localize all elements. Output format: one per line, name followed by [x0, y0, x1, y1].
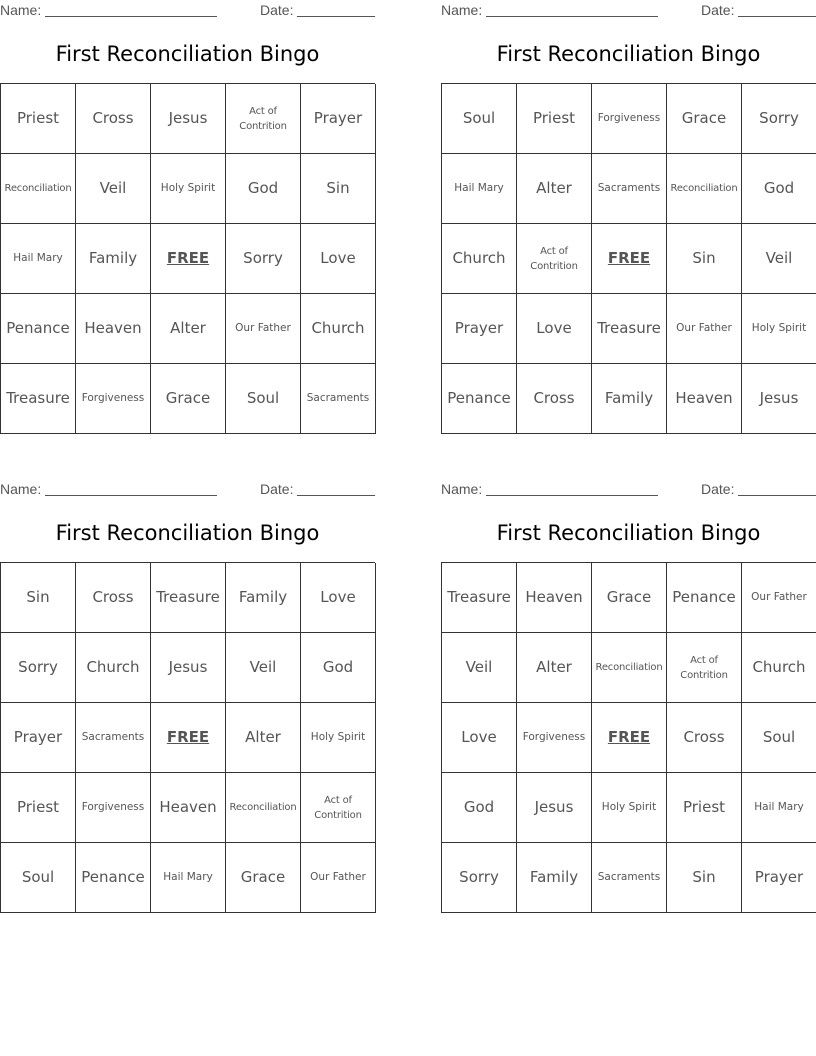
- bingo-cell: Priest: [667, 773, 742, 843]
- bingo-cell: Family: [592, 364, 667, 434]
- bingo-cell: Holy Spirit: [301, 703, 376, 773]
- bingo-cell: Penance: [667, 563, 742, 633]
- bingo-cell: Sin: [301, 154, 376, 224]
- bingo-cell: Jesus: [742, 364, 816, 434]
- bingo-cell: Sorry: [742, 84, 816, 154]
- bingo-cell: Sin: [667, 224, 742, 294]
- bingo-cell: God: [742, 154, 816, 224]
- date-blank-line: [297, 495, 375, 496]
- bingo-cell: Forgiveness: [592, 84, 667, 154]
- bingo-cell: Act of Contrition: [301, 773, 376, 843]
- date-blank-line: [738, 16, 816, 17]
- bingo-cell: Act of Contrition: [517, 224, 592, 294]
- bingo-cell: Grace: [592, 563, 667, 633]
- bingo-cell: Cross: [667, 703, 742, 773]
- bingo-cell: Church: [301, 294, 376, 364]
- name-blank-line: [45, 495, 217, 496]
- bingo-cell: Sorry: [1, 633, 76, 703]
- bingo-cell: Grace: [667, 84, 742, 154]
- bingo-cell: Holy Spirit: [151, 154, 226, 224]
- bingo-cell: Alter: [517, 633, 592, 703]
- card-title: First Reconciliation Bingo: [55, 42, 320, 66]
- bingo-cell: Forgiveness: [76, 773, 151, 843]
- name-label: Name:: [0, 481, 42, 497]
- bingo-cell: Act of Contrition: [667, 633, 742, 703]
- bingo-cell: Alter: [151, 294, 226, 364]
- bingo-grid: [441, 83, 816, 434]
- bingo-cell: God: [226, 154, 301, 224]
- bingo-cell: Alter: [517, 154, 592, 224]
- bingo-cell: Jesus: [151, 633, 226, 703]
- bingo-cell: Heaven: [517, 563, 592, 633]
- name-label: Name:: [441, 481, 483, 497]
- bingo-cell: Treasure: [151, 563, 226, 633]
- bingo-cell: Cross: [76, 84, 151, 154]
- bingo-cell: Our Father: [226, 294, 301, 364]
- card-header: [0, 479, 375, 499]
- bingo-cell: Penance: [442, 364, 517, 434]
- bingo-grid: [441, 562, 816, 913]
- date-label: Date:: [701, 2, 735, 18]
- bingo-cell: Our Father: [667, 294, 742, 364]
- card-title: First Reconciliation Bingo: [496, 42, 761, 66]
- bingo-cell: Soul: [742, 703, 816, 773]
- date-blank-line: [738, 495, 816, 496]
- bingo-cell: Prayer: [1, 703, 76, 773]
- bingo-cell: Priest: [1, 773, 76, 843]
- free-space-cell: FREE: [592, 224, 667, 294]
- bingo-cell: Veil: [442, 633, 517, 703]
- bingo-cell: Alter: [226, 703, 301, 773]
- bingo-cell: Heaven: [151, 773, 226, 843]
- bingo-cell: Jesus: [151, 84, 226, 154]
- bingo-cell: Treasure: [442, 563, 517, 633]
- bingo-cell: Hail Mary: [1, 224, 76, 294]
- card-header: [441, 0, 816, 20]
- bingo-card-4: [441, 479, 816, 886]
- bingo-cell: Priest: [1, 84, 76, 154]
- bingo-cell: Priest: [517, 84, 592, 154]
- bingo-cell: Prayer: [442, 294, 517, 364]
- bingo-cell: Our Father: [301, 843, 376, 913]
- free-space-cell: FREE: [592, 703, 667, 773]
- bingo-cell: Love: [301, 224, 376, 294]
- bingo-cell: Reconciliation: [667, 154, 742, 224]
- bingo-cell: Treasure: [1, 364, 76, 434]
- bingo-grid: [0, 562, 375, 913]
- bingo-cell: Penance: [76, 843, 151, 913]
- name-blank-line: [486, 495, 658, 496]
- bingo-cell: Prayer: [742, 843, 816, 913]
- bingo-cell: Cross: [517, 364, 592, 434]
- card-title: First Reconciliation Bingo: [55, 521, 320, 545]
- date-label: Date:: [260, 2, 294, 18]
- bingo-cell: Sacraments: [76, 703, 151, 773]
- bingo-cell: Sacraments: [301, 364, 376, 434]
- bingo-cell: God: [442, 773, 517, 843]
- bingo-cell: Church: [742, 633, 816, 703]
- bingo-cell: Sorry: [226, 224, 301, 294]
- bingo-cell: Sacraments: [592, 843, 667, 913]
- free-space-cell: FREE: [151, 703, 226, 773]
- bingo-cell: Sin: [1, 563, 76, 633]
- bingo-cell: Hail Mary: [151, 843, 226, 913]
- bingo-cell: Grace: [151, 364, 226, 434]
- bingo-cell: Act of Contrition: [226, 84, 301, 154]
- bingo-cell: Sorry: [442, 843, 517, 913]
- bingo-card-1: [0, 0, 375, 407]
- bingo-cell: Reconciliation: [226, 773, 301, 843]
- bingo-card-2: [441, 0, 816, 407]
- bingo-cell: Love: [517, 294, 592, 364]
- name-label: Name:: [0, 2, 42, 18]
- name-blank-line: [45, 16, 217, 17]
- card-header: [441, 479, 816, 499]
- bingo-cell: God: [301, 633, 376, 703]
- bingo-cell: Treasure: [592, 294, 667, 364]
- free-space-cell: FREE: [151, 224, 226, 294]
- bingo-cell: Soul: [226, 364, 301, 434]
- bingo-cell: Veil: [226, 633, 301, 703]
- bingo-cell: Hail Mary: [442, 154, 517, 224]
- bingo-cell: Church: [76, 633, 151, 703]
- bingo-grid: [0, 83, 375, 434]
- bingo-cell: Family: [517, 843, 592, 913]
- bingo-cell: Forgiveness: [517, 703, 592, 773]
- date-label: Date:: [260, 481, 294, 497]
- bingo-cell: Penance: [1, 294, 76, 364]
- bingo-cell: Soul: [1, 843, 76, 913]
- bingo-cell: Our Father: [742, 563, 816, 633]
- bingo-cell: Soul: [442, 84, 517, 154]
- name-blank-line: [486, 16, 658, 17]
- name-label: Name:: [441, 2, 483, 18]
- bingo-cell: Veil: [76, 154, 151, 224]
- date-blank-line: [297, 16, 375, 17]
- bingo-cell: Heaven: [76, 294, 151, 364]
- bingo-cell: Family: [76, 224, 151, 294]
- bingo-cell: Forgiveness: [76, 364, 151, 434]
- bingo-cell: Sin: [667, 843, 742, 913]
- bingo-cell: Reconciliation: [1, 154, 76, 224]
- bingo-cell: Sacraments: [592, 154, 667, 224]
- bingo-cell: Hail Mary: [742, 773, 816, 843]
- bingo-cell: Family: [226, 563, 301, 633]
- bingo-cell: Love: [301, 563, 376, 633]
- bingo-cell: Veil: [742, 224, 816, 294]
- bingo-cell: Heaven: [667, 364, 742, 434]
- bingo-cell: Grace: [226, 843, 301, 913]
- bingo-cell: Holy Spirit: [592, 773, 667, 843]
- bingo-cell: Cross: [76, 563, 151, 633]
- bingo-cell: Church: [442, 224, 517, 294]
- bingo-card-3: [0, 479, 375, 886]
- card-title: First Reconciliation Bingo: [496, 521, 761, 545]
- bingo-cell: Holy Spirit: [742, 294, 816, 364]
- date-label: Date:: [701, 481, 735, 497]
- bingo-cell: Love: [442, 703, 517, 773]
- bingo-cell: Reconciliation: [592, 633, 667, 703]
- bingo-cell: Prayer: [301, 84, 376, 154]
- bingo-cell: Jesus: [517, 773, 592, 843]
- card-header: [0, 0, 375, 20]
